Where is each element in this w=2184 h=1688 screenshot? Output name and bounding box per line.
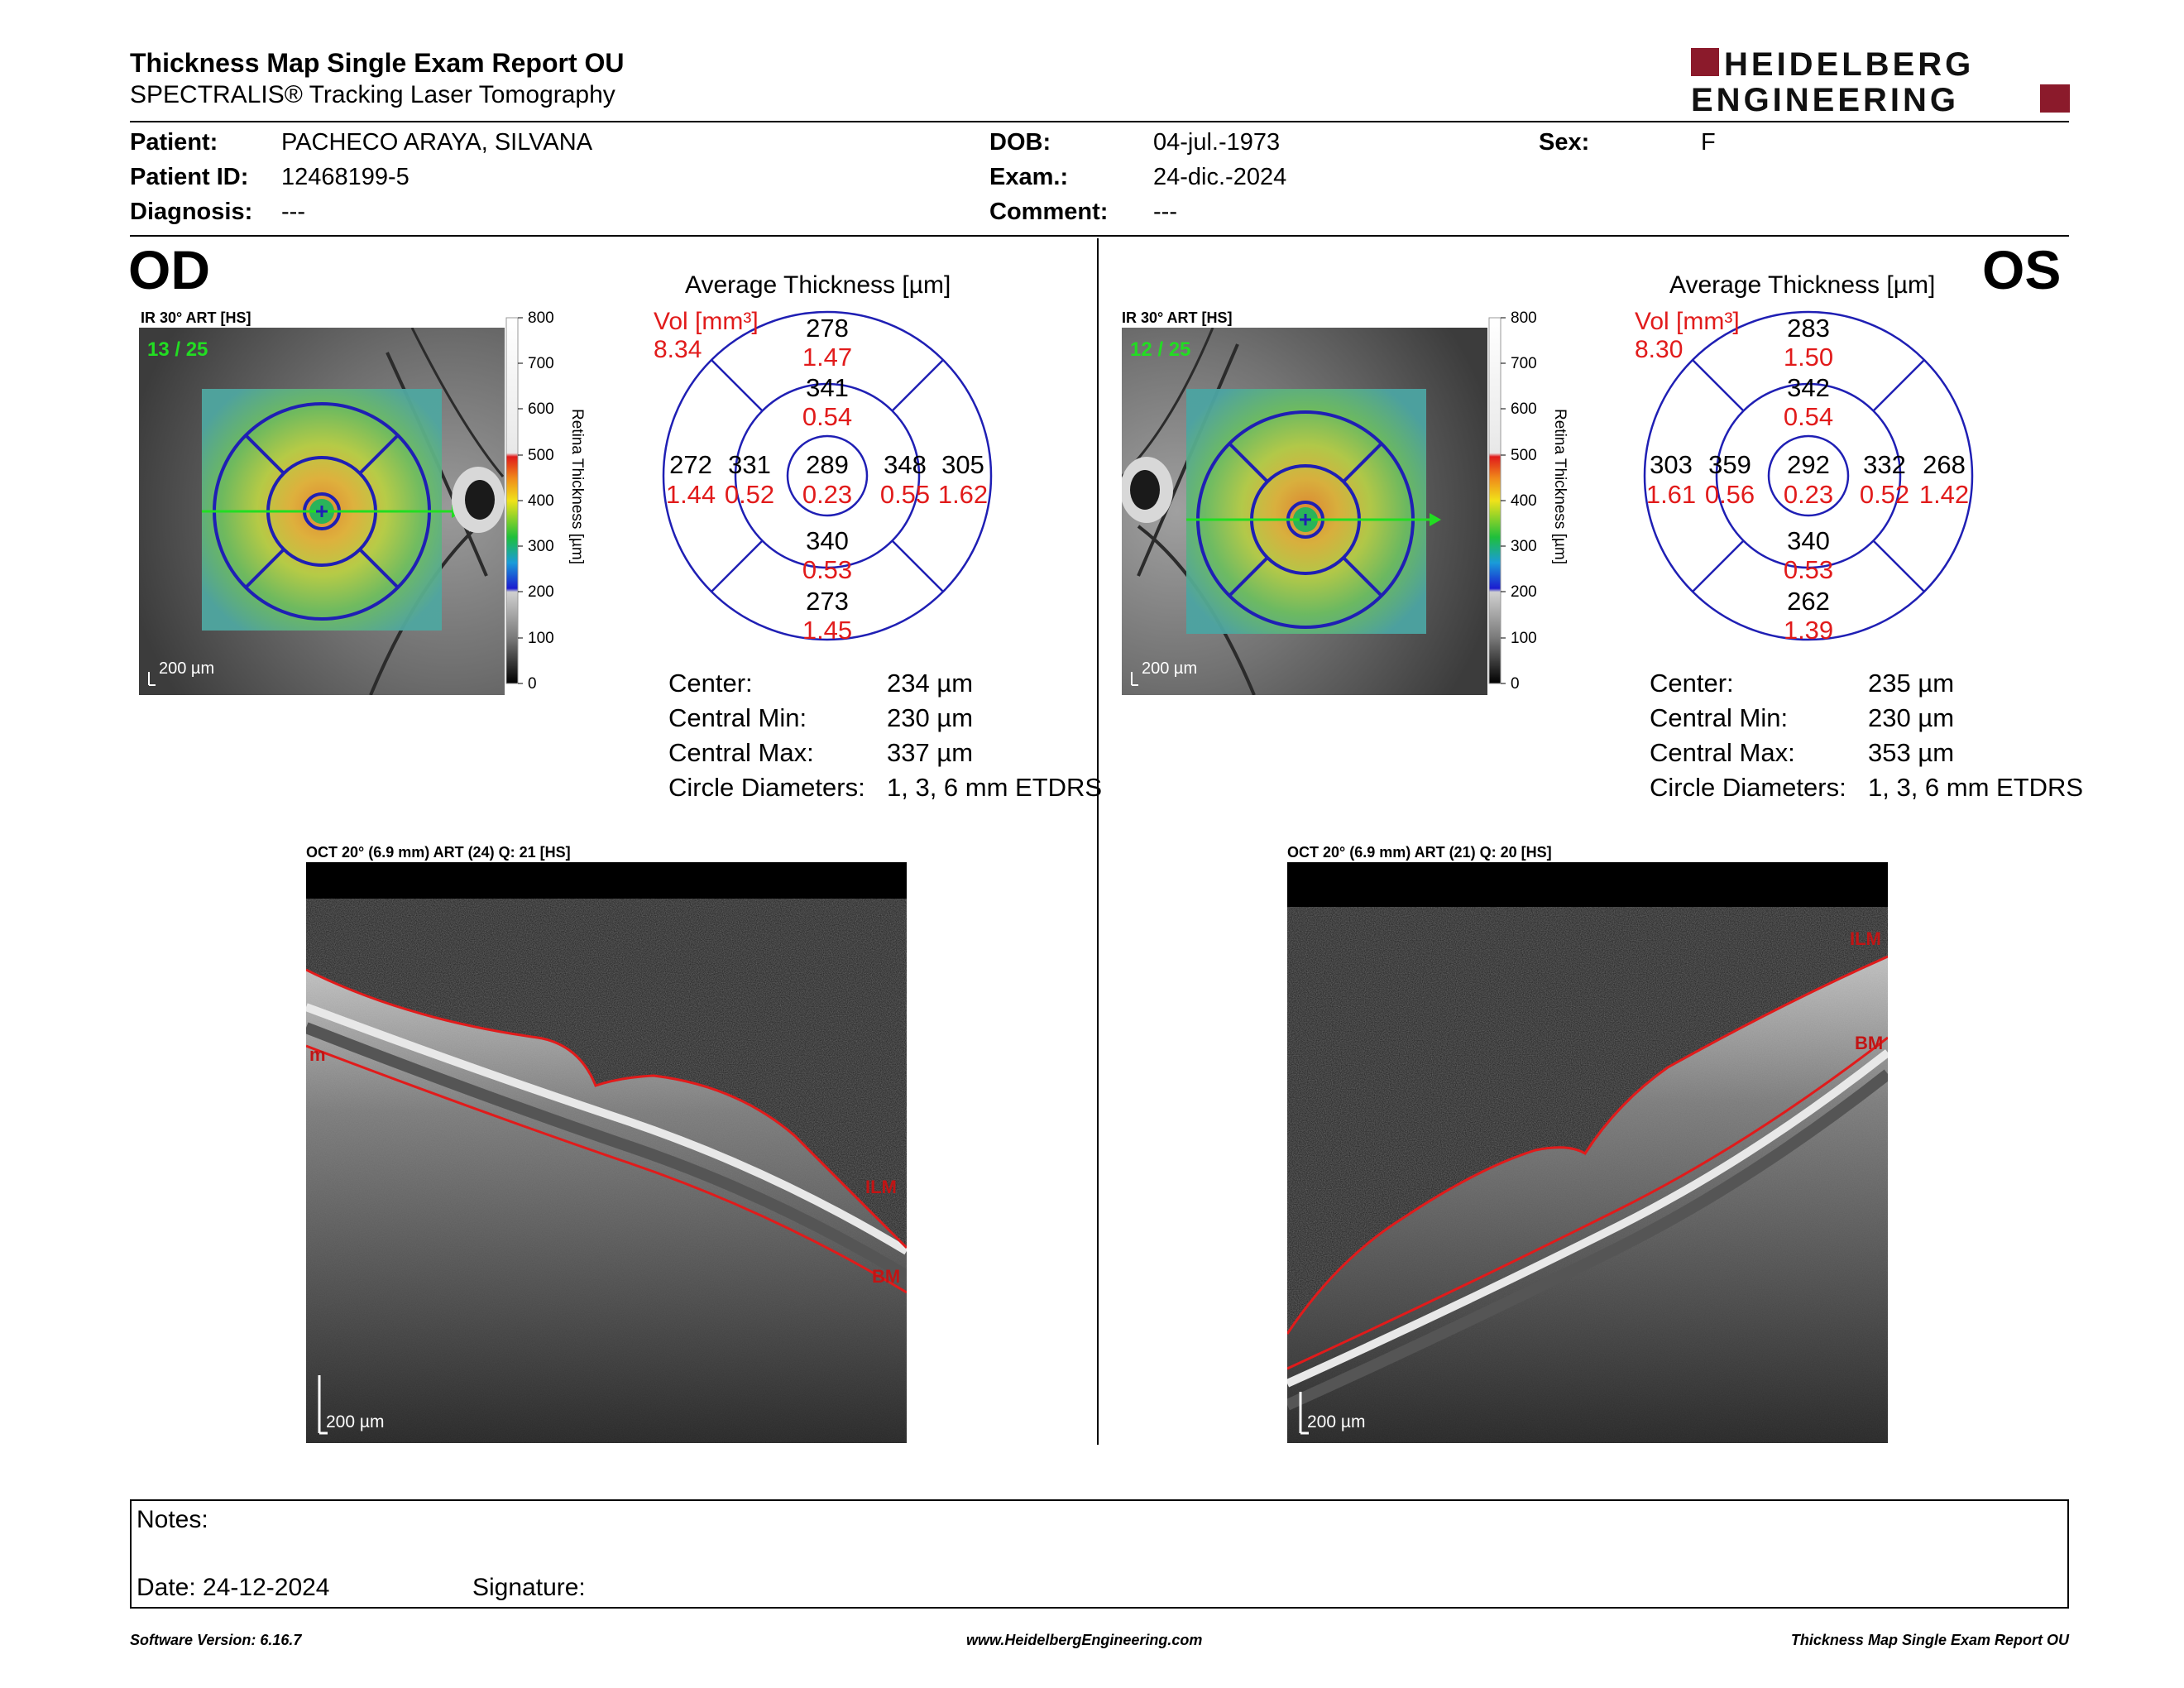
od-center: 289 (806, 450, 849, 479)
od-outer-right: 305 (941, 450, 984, 479)
od-cb-tick: 100 (528, 630, 554, 647)
report-title: Thickness Map Single Exam Report OU (130, 48, 625, 78)
footer-website-link[interactable]: www.HeidelbergEngineering.com (966, 1632, 1203, 1648)
os-vol-label: Vol [mm³] (1635, 308, 1740, 335)
dob-label: DOB: (989, 129, 1051, 156)
os-center-vol: 0.23 (1783, 480, 1834, 509)
os-inner-left: 359 (1708, 450, 1751, 479)
os-cb-title: Retina Thickness [µm] (1551, 409, 1569, 564)
od-oct-bscan (306, 862, 907, 1443)
patient-name: PACHECO ARAYA, SILVANA (281, 129, 593, 156)
od-center-value: 234 µm (887, 669, 974, 698)
od-cb-tick: 300 (528, 538, 554, 555)
od-outer-right-vol: 1.62 (937, 480, 989, 509)
dob-value: 04-jul.-1973 (1153, 129, 1281, 156)
os-oct-label: OCT 20° (6.9 mm) ART (21) Q: 20 [HS] (1287, 844, 1552, 861)
heidelberg-logo (1691, 46, 2071, 116)
os-inner-left-vol: 0.56 (1704, 480, 1755, 509)
od-vol-label: Vol [mm³] (654, 308, 759, 335)
od-inner-left: 331 (728, 450, 771, 479)
od-diam-value: 1, 3, 6 mm ETDRS (887, 773, 1103, 802)
od-outer-superior-vol: 1.47 (802, 343, 853, 372)
os-inner-superior: 342 (1787, 373, 1830, 402)
od-inner-inferior-vol: 0.53 (802, 555, 853, 584)
os-avg-title: Average Thickness [µm] (1669, 271, 1936, 299)
os-oct-bscan (1287, 862, 1888, 1443)
exam-label: Exam.: (989, 164, 1069, 190)
comment-value: --- (1153, 199, 1177, 225)
os-cb-tick: 300 (1511, 538, 1537, 555)
os-cb-tick: 700 (1511, 355, 1537, 372)
exam-value: 24-dic.-2024 (1153, 164, 1287, 190)
os-oct-scale: 200 µm (1307, 1412, 1366, 1431)
os-colorbar (1487, 309, 1587, 702)
os-inner-right-vol: 0.52 (1859, 480, 1910, 509)
od-cb-title: Retina Thickness [µm] (568, 409, 586, 564)
od-inner-superior-vol: 0.54 (802, 402, 853, 431)
os-inner-inferior: 340 (1787, 526, 1830, 555)
od-ir-label: IR 30° ART [HS] (141, 309, 251, 326)
od-outer-inferior-vol: 1.45 (802, 616, 853, 645)
od-oct-label: OCT 20° (6.9 mm) ART (24) Q: 21 [HS] (306, 844, 571, 861)
notes-box[interactable] (130, 1499, 2069, 1609)
od-cb-tick: 400 (528, 492, 554, 510)
os-outer-left-vol: 1.61 (1645, 480, 1697, 509)
od-inner-inferior: 340 (806, 526, 849, 555)
comment-label: Comment: (989, 199, 1109, 225)
os-cb-tick: 200 (1511, 583, 1537, 601)
date-label: Date: 24-12-2024 (136, 1574, 330, 1601)
os-inner-superior-vol: 0.54 (1783, 402, 1834, 431)
od-max-label: Central Max: (668, 738, 814, 767)
od-ilm-label: ILM (865, 1177, 897, 1197)
os-ir-label: IR 30° ART [HS] (1122, 309, 1233, 326)
os-outer-inferior: 262 (1787, 587, 1830, 616)
os-outer-inferior-vol: 1.39 (1783, 616, 1834, 645)
os-cb-tick: 0 (1511, 675, 1520, 693)
od-bm-label: BM (872, 1266, 901, 1287)
od-cb-tick: 600 (528, 400, 554, 418)
os-min-label: Central Min: (1650, 703, 1789, 732)
patient-label: Patient: (130, 129, 218, 156)
od-colorbar (505, 309, 604, 702)
od-frame-counter: 13 / 25 (147, 338, 208, 361)
signature-label: Signature: (472, 1574, 586, 1601)
os-cb-tick: 400 (1511, 492, 1537, 510)
os-center: 292 (1787, 450, 1830, 479)
os-eye-label: OS (1982, 239, 2062, 300)
od-inner-superior: 341 (806, 373, 849, 402)
os-diam-label: Circle Diameters: (1650, 773, 1846, 802)
center-divider (1097, 238, 1099, 1445)
od-cb-tick: 700 (528, 355, 554, 372)
os-center-label: Center: (1650, 669, 1734, 698)
logo-line1: HEIDELBERG (1724, 46, 1975, 83)
os-fundus-map (1122, 328, 1487, 695)
logo-line2: ENGINEERING (1691, 82, 1960, 116)
od-inner-left-vol: 0.52 (724, 480, 775, 509)
footer-software-version: Software Version: 6.16.7 (130, 1632, 302, 1648)
sex-label: Sex: (1539, 129, 1590, 156)
os-inner-right: 332 (1863, 450, 1906, 479)
od-min-value: 230 µm (887, 703, 974, 732)
os-cb-tick: 500 (1511, 447, 1537, 464)
od-center-vol: 0.23 (802, 480, 853, 509)
diagnosis-value: --- (281, 199, 305, 225)
od-inner-right: 348 (884, 450, 927, 479)
os-ilm-label: ILM (1850, 928, 1881, 949)
od-vol-total: 8.34 (654, 336, 702, 363)
os-max-label: Central Max: (1650, 738, 1795, 767)
od-oct-scale: 200 µm (326, 1412, 385, 1431)
od-outer-inferior: 273 (806, 587, 849, 616)
os-min-value: 230 µm (1868, 703, 1955, 732)
os-cb-tick: 600 (1511, 400, 1537, 418)
od-cb-tick: 0 (528, 675, 537, 693)
os-frame-counter: 12 / 25 (1130, 338, 1191, 361)
od-outer-left-vol: 1.44 (665, 480, 716, 509)
od-avg-title: Average Thickness [µm] (685, 271, 951, 299)
od-cb-tick: 500 (528, 447, 554, 464)
diagnosis-label: Diagnosis: (130, 199, 253, 225)
od-etdrs-grid (650, 303, 998, 650)
od-edge-mark: m (309, 1044, 326, 1065)
od-diam-label: Circle Diameters: (668, 773, 865, 802)
patient-divider (130, 235, 2069, 237)
od-cb-tick: 800 (528, 309, 554, 327)
os-cb-tick: 800 (1511, 309, 1537, 327)
header-divider (130, 121, 2069, 122)
od-max-value: 337 µm (887, 738, 974, 767)
os-diam-value: 1, 3, 6 mm ETDRS (1868, 773, 2084, 802)
footer-report-name: Thickness Map Single Exam Report OU (1790, 1632, 2069, 1648)
od-outer-left: 272 (669, 450, 712, 479)
os-etdrs-grid (1635, 303, 1982, 650)
os-outer-left: 303 (1650, 450, 1693, 479)
od-center-label: Center: (668, 669, 753, 698)
patient-id-label: Patient ID: (130, 164, 249, 190)
os-center-value: 235 µm (1868, 669, 1955, 698)
sex-value: F (1701, 129, 1716, 156)
os-fundus-scale: 200 µm (1142, 659, 1198, 678)
od-inner-right-vol: 0.55 (879, 480, 931, 509)
od-fundus-scale: 200 µm (159, 659, 215, 678)
os-inner-inferior-vol: 0.53 (1783, 555, 1834, 584)
od-eye-label: OD (128, 239, 210, 300)
os-vol-total: 8.30 (1635, 336, 1684, 363)
report-subtitle: SPECTRALIS® Tracking Laser Tomography (130, 81, 615, 108)
od-min-label: Central Min: (668, 703, 807, 732)
od-cb-tick: 200 (528, 583, 554, 601)
os-outer-superior: 283 (1787, 314, 1830, 343)
od-fundus-map (139, 328, 505, 695)
os-outer-right-vol: 1.42 (1918, 480, 1970, 509)
os-bm-label: BM (1855, 1033, 1884, 1053)
os-cb-tick: 100 (1511, 630, 1537, 647)
od-outer-superior: 278 (806, 314, 849, 343)
os-outer-right: 268 (1923, 450, 1966, 479)
os-outer-superior-vol: 1.50 (1783, 343, 1834, 372)
patient-id: 12468199-5 (281, 164, 410, 190)
os-max-value: 353 µm (1868, 738, 1955, 767)
notes-label: Notes: (136, 1506, 208, 1533)
